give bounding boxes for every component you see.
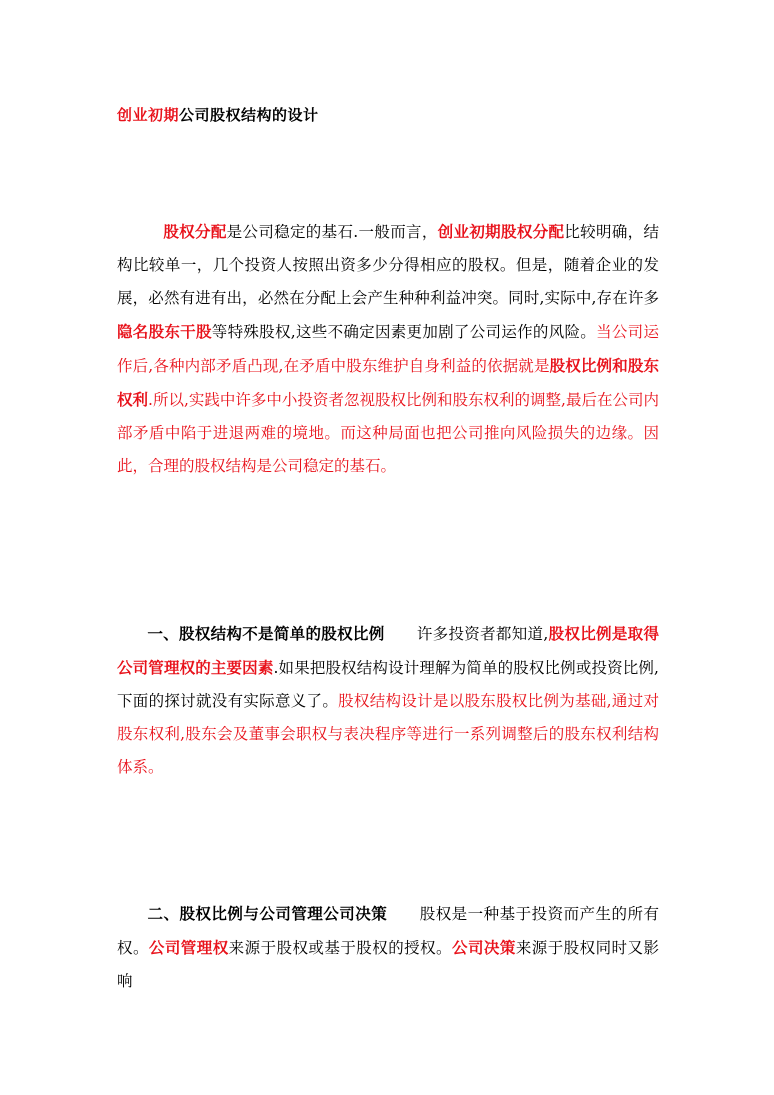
intro-text-2: 比较明确，结构比较单一，几个投资人按照出资多少分得相应的股权。但是，随着企业的发展，必然有进有出，必然在分配上会产生种种利益冲突。同时,实际中,存在许多 xyxy=(117,223,659,307)
section-2-text-2: 来源于股权或基于股权的授权。 xyxy=(228,939,453,957)
title-text: 公司股权结构的设计 xyxy=(179,106,319,124)
title-highlight: 创业初期 xyxy=(117,106,180,124)
intro-red-text-2: .所以,实践中许多中小投资者忽视股权比例和股东权利的调整,最后在公司内部矛盾中陷于进退两难的境地。而这种局面也把公司推向风险损失的边缘。因此，合理的股权结构是公司稳定的基石。 xyxy=(117,391,659,475)
section-1-text-1: 许多投资者都知道, xyxy=(416,625,549,643)
intro-red-text-1: 当公司运作后,各种内部矛盾凸现,在矛盾中股东维护自身利益的依据就是 xyxy=(117,323,659,375)
section-1-paragraph xyxy=(117,617,659,784)
intro-text-1: 是公司稳定的基石.一般而言， xyxy=(226,223,438,241)
section-2-paragraph xyxy=(117,898,659,998)
document-title xyxy=(117,104,319,125)
term-equity-allocation: 股权分配 xyxy=(163,222,227,241)
section-1-red-text: 股权结构设计是以股东股权比例为基础,通过对股东权利,股东会及董事会职权与表决程序等进行一系列调整后的股东权利结构体系。 xyxy=(117,692,659,776)
term-management-right: 公司管理权 xyxy=(148,938,229,957)
term-startup-allocation: 创业初期股权分配 xyxy=(437,222,565,241)
section-1-heading: 一、股权结构不是简单的股权比例 xyxy=(147,625,385,643)
intro-paragraph xyxy=(117,215,659,483)
section-1-text-2: .如果把股权结构设计理解为简单的股权比例或投资比例,下面的探讨就没有实际意义了。 xyxy=(117,659,659,710)
section-2-text-1: 股权是一种基于投资而产生的所有权。 xyxy=(117,905,659,957)
section-2-heading: 二、股权比例与公司管理公司决策 xyxy=(147,905,388,923)
section-1-key-point: 股权比例是取得公司管理权的主要因素 xyxy=(117,624,659,677)
term-company-decision: 公司决策 xyxy=(452,938,516,957)
term-ratio-and-rights: 股权比例和股东权利 xyxy=(117,356,659,409)
term-hidden-shareholder: 隐名股东干股 xyxy=(117,322,212,341)
section-2-text-3: 来源于股权同时又影响 xyxy=(117,939,659,990)
intro-text-3: 等特殊股权,这些不确定因素更加剧了公司运作的风险。 xyxy=(211,323,597,341)
